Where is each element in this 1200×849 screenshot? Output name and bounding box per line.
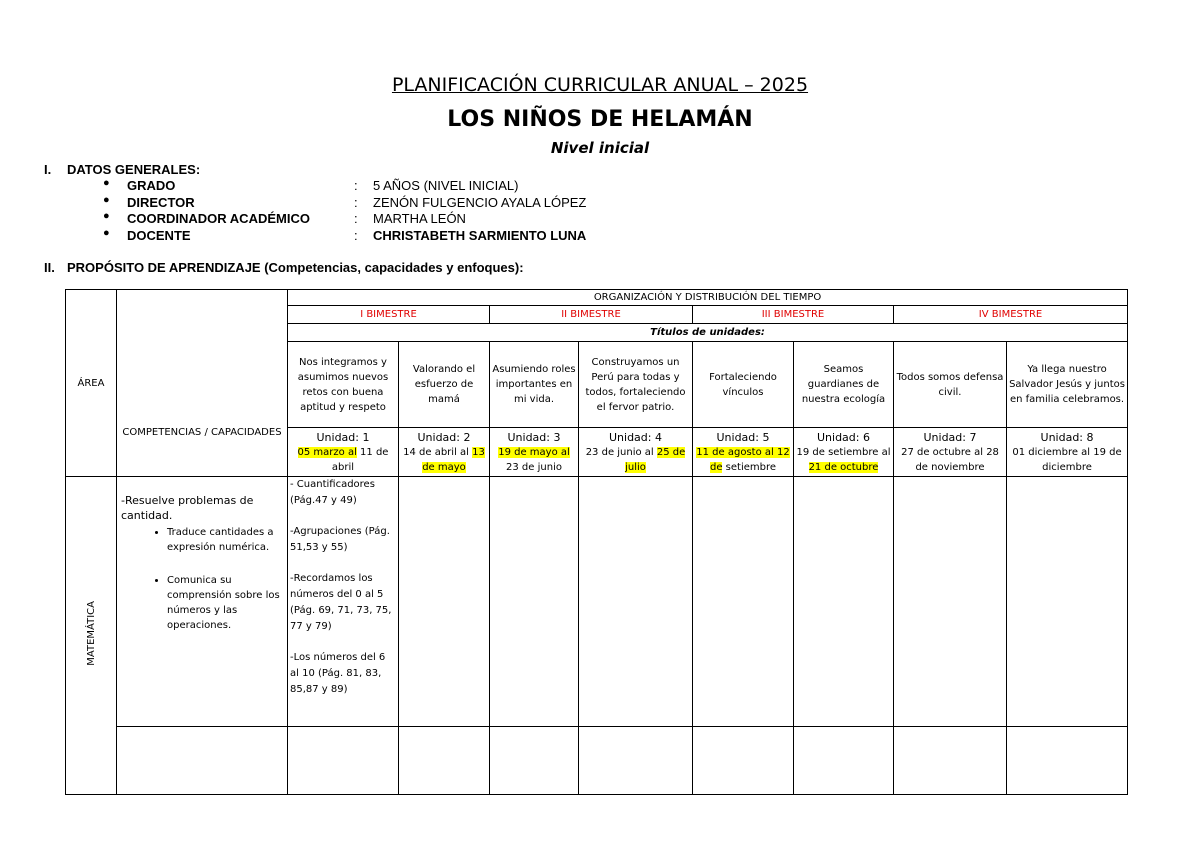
bimestre-2-header: II BIMESTRE <box>490 306 693 324</box>
bullet-icon: ● <box>103 194 110 206</box>
area-matematica: MATEMÁTICA <box>66 477 117 795</box>
area-header: ÁREA <box>66 290 117 477</box>
unit-4-dates: Unidad: 4 23 de junio al 25 de julio <box>579 428 693 477</box>
unit-7-dates: Unidad: 7 27 de octubre al 28 de noviembre <box>894 428 1007 477</box>
unit-titles-header: Títulos de unidades: <box>288 324 1128 342</box>
level-subtitle: Nivel inicial <box>550 139 650 157</box>
unit-7-title: Todos somos defensa civil. <box>894 342 1007 428</box>
competencias-header: COMPETENCIAS / CAPACIDADES <box>117 290 288 477</box>
content-item: -Los números del 6 al 10 (Pág. 81, 83, 85,87 y 89) <box>290 652 386 695</box>
capacidad-item: • Traduce cantidades a expresión numérica. <box>167 525 285 555</box>
unit-3-dates: Unidad: 3 19 de mayo al 23 de junio <box>490 428 579 477</box>
bimestre-3-header: III BIMESTRE <box>693 306 894 324</box>
unit-6-dates: Unidad: 6 19 de setiembre al 21 de octubre <box>794 428 894 477</box>
bullet-icon: ● <box>103 227 110 239</box>
empty-cell <box>693 477 794 727</box>
empty-cell <box>399 477 490 727</box>
empty-cell <box>794 727 894 795</box>
unit-2-dates: Unidad: 2 14 de abril al 13 de mayo <box>399 428 490 477</box>
unit-2-title: Valorando el esfuerzo de mamá <box>399 342 490 428</box>
section2-number: II. <box>44 260 55 275</box>
empty-cell <box>490 477 579 727</box>
datos-label: COORDINADOR ACADÉMICO <box>127 211 310 226</box>
unit-5-dates: Unidad: 5 11 de agosto al 12 de setiembre <box>693 428 794 477</box>
school-name: LOS NIÑOS DE HELAMÁN <box>447 107 753 132</box>
bullet-icon: ● <box>103 210 110 222</box>
unit-1-contents <box>288 477 399 727</box>
unit-4-title: Construyamos un Perú para todas y todos, fortaleciendo el fervor patrio. <box>579 342 693 428</box>
empty-cell <box>1007 477 1128 727</box>
empty-cell <box>579 727 693 795</box>
empty-cell <box>894 727 1007 795</box>
competencia-cell <box>117 477 288 727</box>
bimestre-1-header: I BIMESTRE <box>288 306 490 324</box>
empty-cell <box>399 727 490 795</box>
unit-1-title: Nos integramos y asumimos nuevos retos con buena aptitud y respeto <box>288 342 399 428</box>
empty-cell <box>1007 727 1128 795</box>
planning-table <box>65 289 1128 795</box>
datos-label: DOCENTE <box>127 228 191 243</box>
datos-value: CHRISTABETH SARMIENTO LUNA <box>373 228 587 243</box>
section2-title: PROPÓSITO DE APRENDIZAJE (Competencias, capacidades y enfoques): <box>67 260 524 275</box>
unit-6-title: Seamos guardianes de nuestra ecología <box>794 342 894 428</box>
competencia-text: -Resuelve problemas de cantidad. <box>121 494 254 522</box>
empty-cell <box>794 477 894 727</box>
datos-value: 5 AÑOS (NIVEL INICIAL) <box>373 178 519 193</box>
datos-value: ZENÓN FULGENCIO AYALA LÓPEZ <box>373 195 587 210</box>
datos-label: DIRECTOR <box>127 195 195 210</box>
unit-1-dates: Unidad: 1 05 marzo al 11 de abril <box>288 428 399 477</box>
bullet-icon: ● <box>103 177 110 189</box>
unit-5-title: Fortaleciendo vínculos <box>693 342 794 428</box>
empty-cell <box>490 727 579 795</box>
datos-value: MARTHA LEÓN <box>373 211 466 226</box>
empty-cell <box>579 477 693 727</box>
empty-cell <box>894 477 1007 727</box>
capacidad-item: • Comunica su comprensión sobre los números y las operaciones. <box>167 573 285 633</box>
datos-label: GRADO <box>127 178 176 193</box>
unit-3-title: Asumiendo roles importantes en mi vida. <box>490 342 579 428</box>
section1-number: I. <box>44 162 52 177</box>
empty-cell <box>117 727 288 795</box>
content-item: - Cuantificadores (Pág.47 y 49) <box>290 479 375 506</box>
section1-title: DATOS GENERALES: <box>67 162 201 177</box>
content-item: -Agrupaciones (Pág. 51,53 y 55) <box>290 526 390 553</box>
organizacion-header: ORGANIZACIÓN Y DISTRIBUCIÓN DEL TIEMPO <box>288 290 1128 306</box>
empty-cell <box>288 727 399 795</box>
empty-cell <box>693 727 794 795</box>
content-item: -Recordamos los números del 0 al 5 (Pág. 69, 71, 73, 75, 77 y 79) <box>290 573 392 632</box>
unit-8-title: Ya llega nuestro Salvador Jesús y juntos en familia celebramos. <box>1007 342 1128 428</box>
document-title: PLANIFICACIÓN CURRICULAR ANUAL – 2025 <box>391 74 809 96</box>
bimestre-4-header: IV BIMESTRE <box>894 306 1128 324</box>
unit-8-dates: Unidad: 8 01 diciembre al 19 de diciembre <box>1007 428 1128 477</box>
